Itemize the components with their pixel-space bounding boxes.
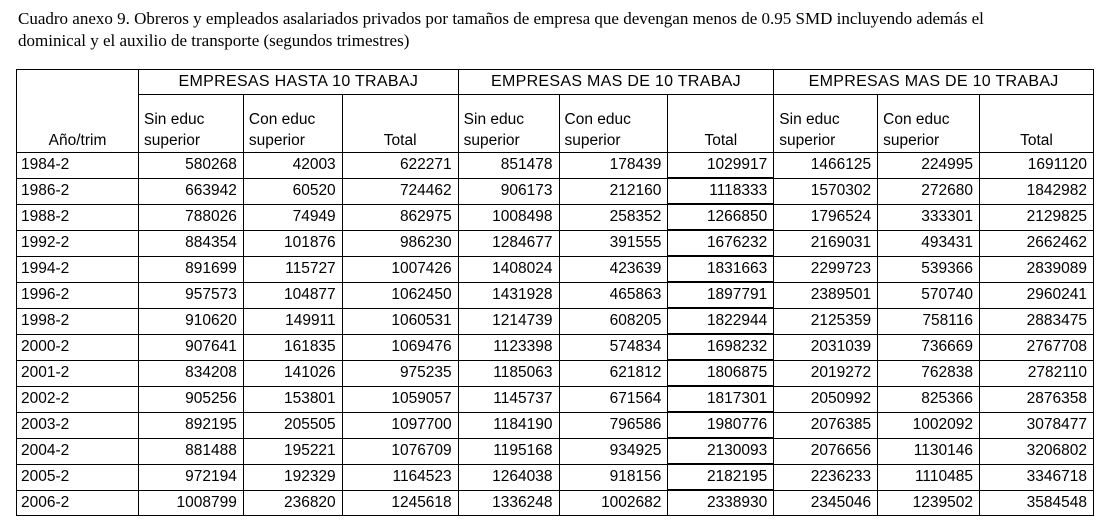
- subheader-line: Sin educ: [779, 111, 840, 128]
- group-header-2: EMPRESAS MAS DE 10 TRABAJ: [458, 70, 774, 95]
- value-cell: 934925: [559, 438, 668, 464]
- value-cell: 1431928: [458, 282, 559, 308]
- value-cell: 796586: [559, 412, 668, 438]
- value-cell: 2019272: [774, 360, 878, 386]
- value-cell: 1060531: [342, 308, 458, 334]
- subheader-line: superior: [883, 132, 940, 149]
- table-row: [17, 153, 1094, 179]
- value-cell: 1184190: [458, 412, 559, 438]
- value-cell: 2876358: [979, 386, 1093, 412]
- value-cell: 178439: [559, 153, 668, 179]
- value-cell: 905256: [139, 386, 244, 412]
- value-cell: 1822944: [668, 308, 774, 334]
- value-cell: 1796524: [774, 204, 878, 230]
- value-cell: 153801: [243, 386, 342, 412]
- value-cell: 2662462: [979, 230, 1093, 256]
- value-cell: 1691120: [979, 153, 1093, 179]
- value-cell: 788026: [139, 204, 244, 230]
- value-cell: 141026: [243, 360, 342, 386]
- subheader-line: superior: [779, 132, 836, 149]
- subheader-con-educ: [243, 95, 342, 153]
- table-row: [17, 360, 1094, 386]
- value-cell: 972194: [139, 464, 244, 490]
- subheader-line: superior: [248, 132, 305, 149]
- row-label-cell: 2001-2: [17, 360, 139, 386]
- value-cell: 3078477: [979, 412, 1093, 438]
- value-cell: 907641: [139, 334, 244, 360]
- subheader-line: Con educ: [248, 111, 316, 128]
- value-cell: 3346718: [979, 464, 1093, 490]
- value-cell: 1336248: [458, 490, 559, 516]
- value-cell: 663942: [139, 178, 244, 204]
- value-cell: 1466125: [774, 153, 878, 179]
- subheader-con-educ: [559, 95, 668, 153]
- value-cell: 574834: [559, 334, 668, 360]
- subheader-sin-educ: [458, 95, 559, 153]
- value-cell: 212160: [559, 178, 668, 204]
- table-row: [17, 282, 1094, 308]
- table-row: [17, 438, 1094, 464]
- subheader-line: Con educ: [883, 111, 950, 128]
- value-cell: 736669: [878, 334, 980, 360]
- value-cell: 60520: [243, 178, 342, 204]
- table-row: [17, 490, 1094, 516]
- value-cell: 1059057: [342, 386, 458, 412]
- value-cell: 2839089: [979, 256, 1093, 282]
- value-cell: 884354: [139, 230, 244, 256]
- value-cell: 1118333: [668, 178, 774, 204]
- value-cell: 570740: [878, 282, 980, 308]
- subheader-line: Sin educ: [144, 111, 205, 128]
- value-cell: 2782110: [979, 360, 1093, 386]
- value-cell: 1145737: [458, 386, 559, 412]
- row-label-cell: 2000-2: [17, 334, 139, 360]
- value-cell: 2076656: [774, 438, 878, 464]
- subheader-line: Total: [1020, 132, 1053, 149]
- table-caption: [18, 8, 1098, 52]
- subheader-sin-educ: [139, 95, 244, 153]
- value-cell: 758116: [878, 308, 980, 334]
- row-label-header: Año/trim: [17, 95, 139, 153]
- value-cell: 1408024: [458, 256, 559, 282]
- row-label-cell: 1992-2: [17, 230, 139, 256]
- value-cell: 1831663: [668, 256, 774, 282]
- value-cell: 580268: [139, 153, 244, 179]
- row-label-cell: 1986-2: [17, 178, 139, 204]
- caption-line-1: Cuadro anexo 9. Obreros y empleados asalariados privados por tamaños de empresa que devengan menos de 0.95 SMD incluyendo además el: [18, 9, 984, 28]
- value-cell: 2338930: [668, 490, 774, 516]
- subheader-con-educ: [878, 95, 980, 153]
- value-cell: 1245618: [342, 490, 458, 516]
- value-cell: 975235: [342, 360, 458, 386]
- value-cell: 1069476: [342, 334, 458, 360]
- value-cell: 621812: [559, 360, 668, 386]
- value-cell: 2076385: [774, 412, 878, 438]
- value-cell: 1130146: [878, 438, 980, 464]
- value-cell: 1806875: [668, 360, 774, 386]
- value-cell: 2129825: [979, 204, 1093, 230]
- subheader-line: Total: [704, 132, 738, 149]
- value-cell: 2050992: [774, 386, 878, 412]
- value-cell: 1097700: [342, 412, 458, 438]
- value-cell: 608205: [559, 308, 668, 334]
- value-cell: 539366: [878, 256, 980, 282]
- table-row: [17, 256, 1094, 282]
- value-cell: 224995: [878, 153, 980, 179]
- value-cell: 3584548: [979, 490, 1093, 516]
- subheader-total: [342, 95, 458, 153]
- value-cell: 3206802: [979, 438, 1093, 464]
- header-blank-cell: [17, 70, 139, 95]
- row-label-cell: 1984-2: [17, 153, 139, 179]
- row-label-cell: 2004-2: [17, 438, 139, 464]
- subheader-total: [668, 95, 774, 153]
- value-cell: 724462: [342, 178, 458, 204]
- value-cell: 671564: [559, 386, 668, 412]
- value-cell: 918156: [559, 464, 668, 490]
- value-cell: 762838: [878, 360, 980, 386]
- value-cell: 149911: [243, 308, 342, 334]
- table-row: [17, 178, 1094, 204]
- table-row: [17, 308, 1094, 334]
- value-cell: 1008498: [458, 204, 559, 230]
- row-label-cell: 1998-2: [17, 308, 139, 334]
- subheader-line: superior: [463, 132, 520, 149]
- value-cell: 391555: [559, 230, 668, 256]
- value-cell: 493431: [878, 230, 980, 256]
- value-cell: 834208: [139, 360, 244, 386]
- value-cell: 74949: [243, 204, 342, 230]
- value-cell: 2182195: [668, 464, 774, 490]
- value-cell: 2767708: [979, 334, 1093, 360]
- value-cell: 891699: [139, 256, 244, 282]
- value-cell: 2389501: [774, 282, 878, 308]
- value-cell: 2031039: [774, 334, 878, 360]
- value-cell: 258352: [559, 204, 668, 230]
- row-label-cell: 1994-2: [17, 256, 139, 282]
- value-cell: 1164523: [342, 464, 458, 490]
- group-header-row: [17, 70, 1094, 95]
- value-cell: 42003: [243, 153, 342, 179]
- table-row: [17, 334, 1094, 360]
- value-cell: 1284677: [458, 230, 559, 256]
- value-cell: 333301: [878, 204, 980, 230]
- caption-line-2: dominical y el auxilio de transporte (segundos trimestres): [18, 31, 410, 50]
- data-table: [16, 69, 1094, 516]
- value-cell: 957573: [139, 282, 244, 308]
- value-cell: 115727: [243, 256, 342, 282]
- subheader-line: Con educ: [564, 111, 631, 128]
- row-label-cell: 2003-2: [17, 412, 139, 438]
- value-cell: 1264038: [458, 464, 559, 490]
- row-label-cell: 1988-2: [17, 204, 139, 230]
- value-cell: 1897791: [668, 282, 774, 308]
- subheader-line: superior: [564, 132, 621, 149]
- group-header-3: EMPRESAS MAS DE 10 TRABAJ: [774, 70, 1094, 95]
- row-label-cell: 2005-2: [17, 464, 139, 490]
- value-cell: 1676232: [668, 230, 774, 256]
- row-label-cell: 2006-2: [17, 490, 139, 516]
- value-cell: 910620: [139, 308, 244, 334]
- value-cell: 906173: [458, 178, 559, 204]
- value-cell: 1842982: [979, 178, 1093, 204]
- table-row: [17, 412, 1094, 438]
- value-cell: 104877: [243, 282, 342, 308]
- value-cell: 1239502: [878, 490, 980, 516]
- subheader-line: Total: [383, 132, 417, 149]
- value-cell: 986230: [342, 230, 458, 256]
- value-cell: 465863: [559, 282, 668, 308]
- value-cell: 2883475: [979, 308, 1093, 334]
- value-cell: 1076709: [342, 438, 458, 464]
- value-cell: 161835: [243, 334, 342, 360]
- value-cell: 1007426: [342, 256, 458, 282]
- value-cell: 1002682: [559, 490, 668, 516]
- value-cell: 1570302: [774, 178, 878, 204]
- subheader-row: [17, 95, 1094, 153]
- value-cell: 881488: [139, 438, 244, 464]
- value-cell: 101876: [243, 230, 342, 256]
- row-label-cell: 1996-2: [17, 282, 139, 308]
- value-cell: 1029917: [668, 153, 774, 179]
- subheader-line: superior: [144, 132, 201, 149]
- value-cell: 1185063: [458, 360, 559, 386]
- value-cell: 622271: [342, 153, 458, 179]
- value-cell: 1698232: [668, 334, 774, 360]
- value-cell: 2125359: [774, 308, 878, 334]
- value-cell: 892195: [139, 412, 244, 438]
- value-cell: 2169031: [774, 230, 878, 256]
- subheader-line: Sin educ: [463, 111, 524, 128]
- value-cell: 1123398: [458, 334, 559, 360]
- table-row: [17, 230, 1094, 256]
- subheader-sin-educ: [774, 95, 878, 153]
- value-cell: 2299723: [774, 256, 878, 282]
- value-cell: 2345046: [774, 490, 878, 516]
- value-cell: 205505: [243, 412, 342, 438]
- subheader-total: [979, 95, 1093, 153]
- value-cell: 2130093: [668, 438, 774, 464]
- value-cell: 1817301: [668, 386, 774, 412]
- table-row: [17, 464, 1094, 490]
- value-cell: 1008799: [139, 490, 244, 516]
- value-cell: 1110485: [878, 464, 980, 490]
- value-cell: 851478: [458, 153, 559, 179]
- value-cell: 1195168: [458, 438, 559, 464]
- value-cell: 1002092: [878, 412, 980, 438]
- value-cell: 236820: [243, 490, 342, 516]
- table-row: [17, 204, 1094, 230]
- value-cell: 272680: [878, 178, 980, 204]
- value-cell: 2236233: [774, 464, 878, 490]
- value-cell: 825366: [878, 386, 980, 412]
- value-cell: 195221: [243, 438, 342, 464]
- value-cell: 1266850: [668, 204, 774, 230]
- row-label-cell: 2002-2: [17, 386, 139, 412]
- value-cell: 1980776: [668, 412, 774, 438]
- value-cell: 2960241: [979, 282, 1093, 308]
- table-body: [17, 153, 1094, 516]
- value-cell: 1062450: [342, 282, 458, 308]
- group-header-1: EMPRESAS HASTA 10 TRABAJ: [139, 70, 459, 95]
- value-cell: 192329: [243, 464, 342, 490]
- value-cell: 423639: [559, 256, 668, 282]
- table-row: [17, 386, 1094, 412]
- value-cell: 1214739: [458, 308, 559, 334]
- value-cell: 862975: [342, 204, 458, 230]
